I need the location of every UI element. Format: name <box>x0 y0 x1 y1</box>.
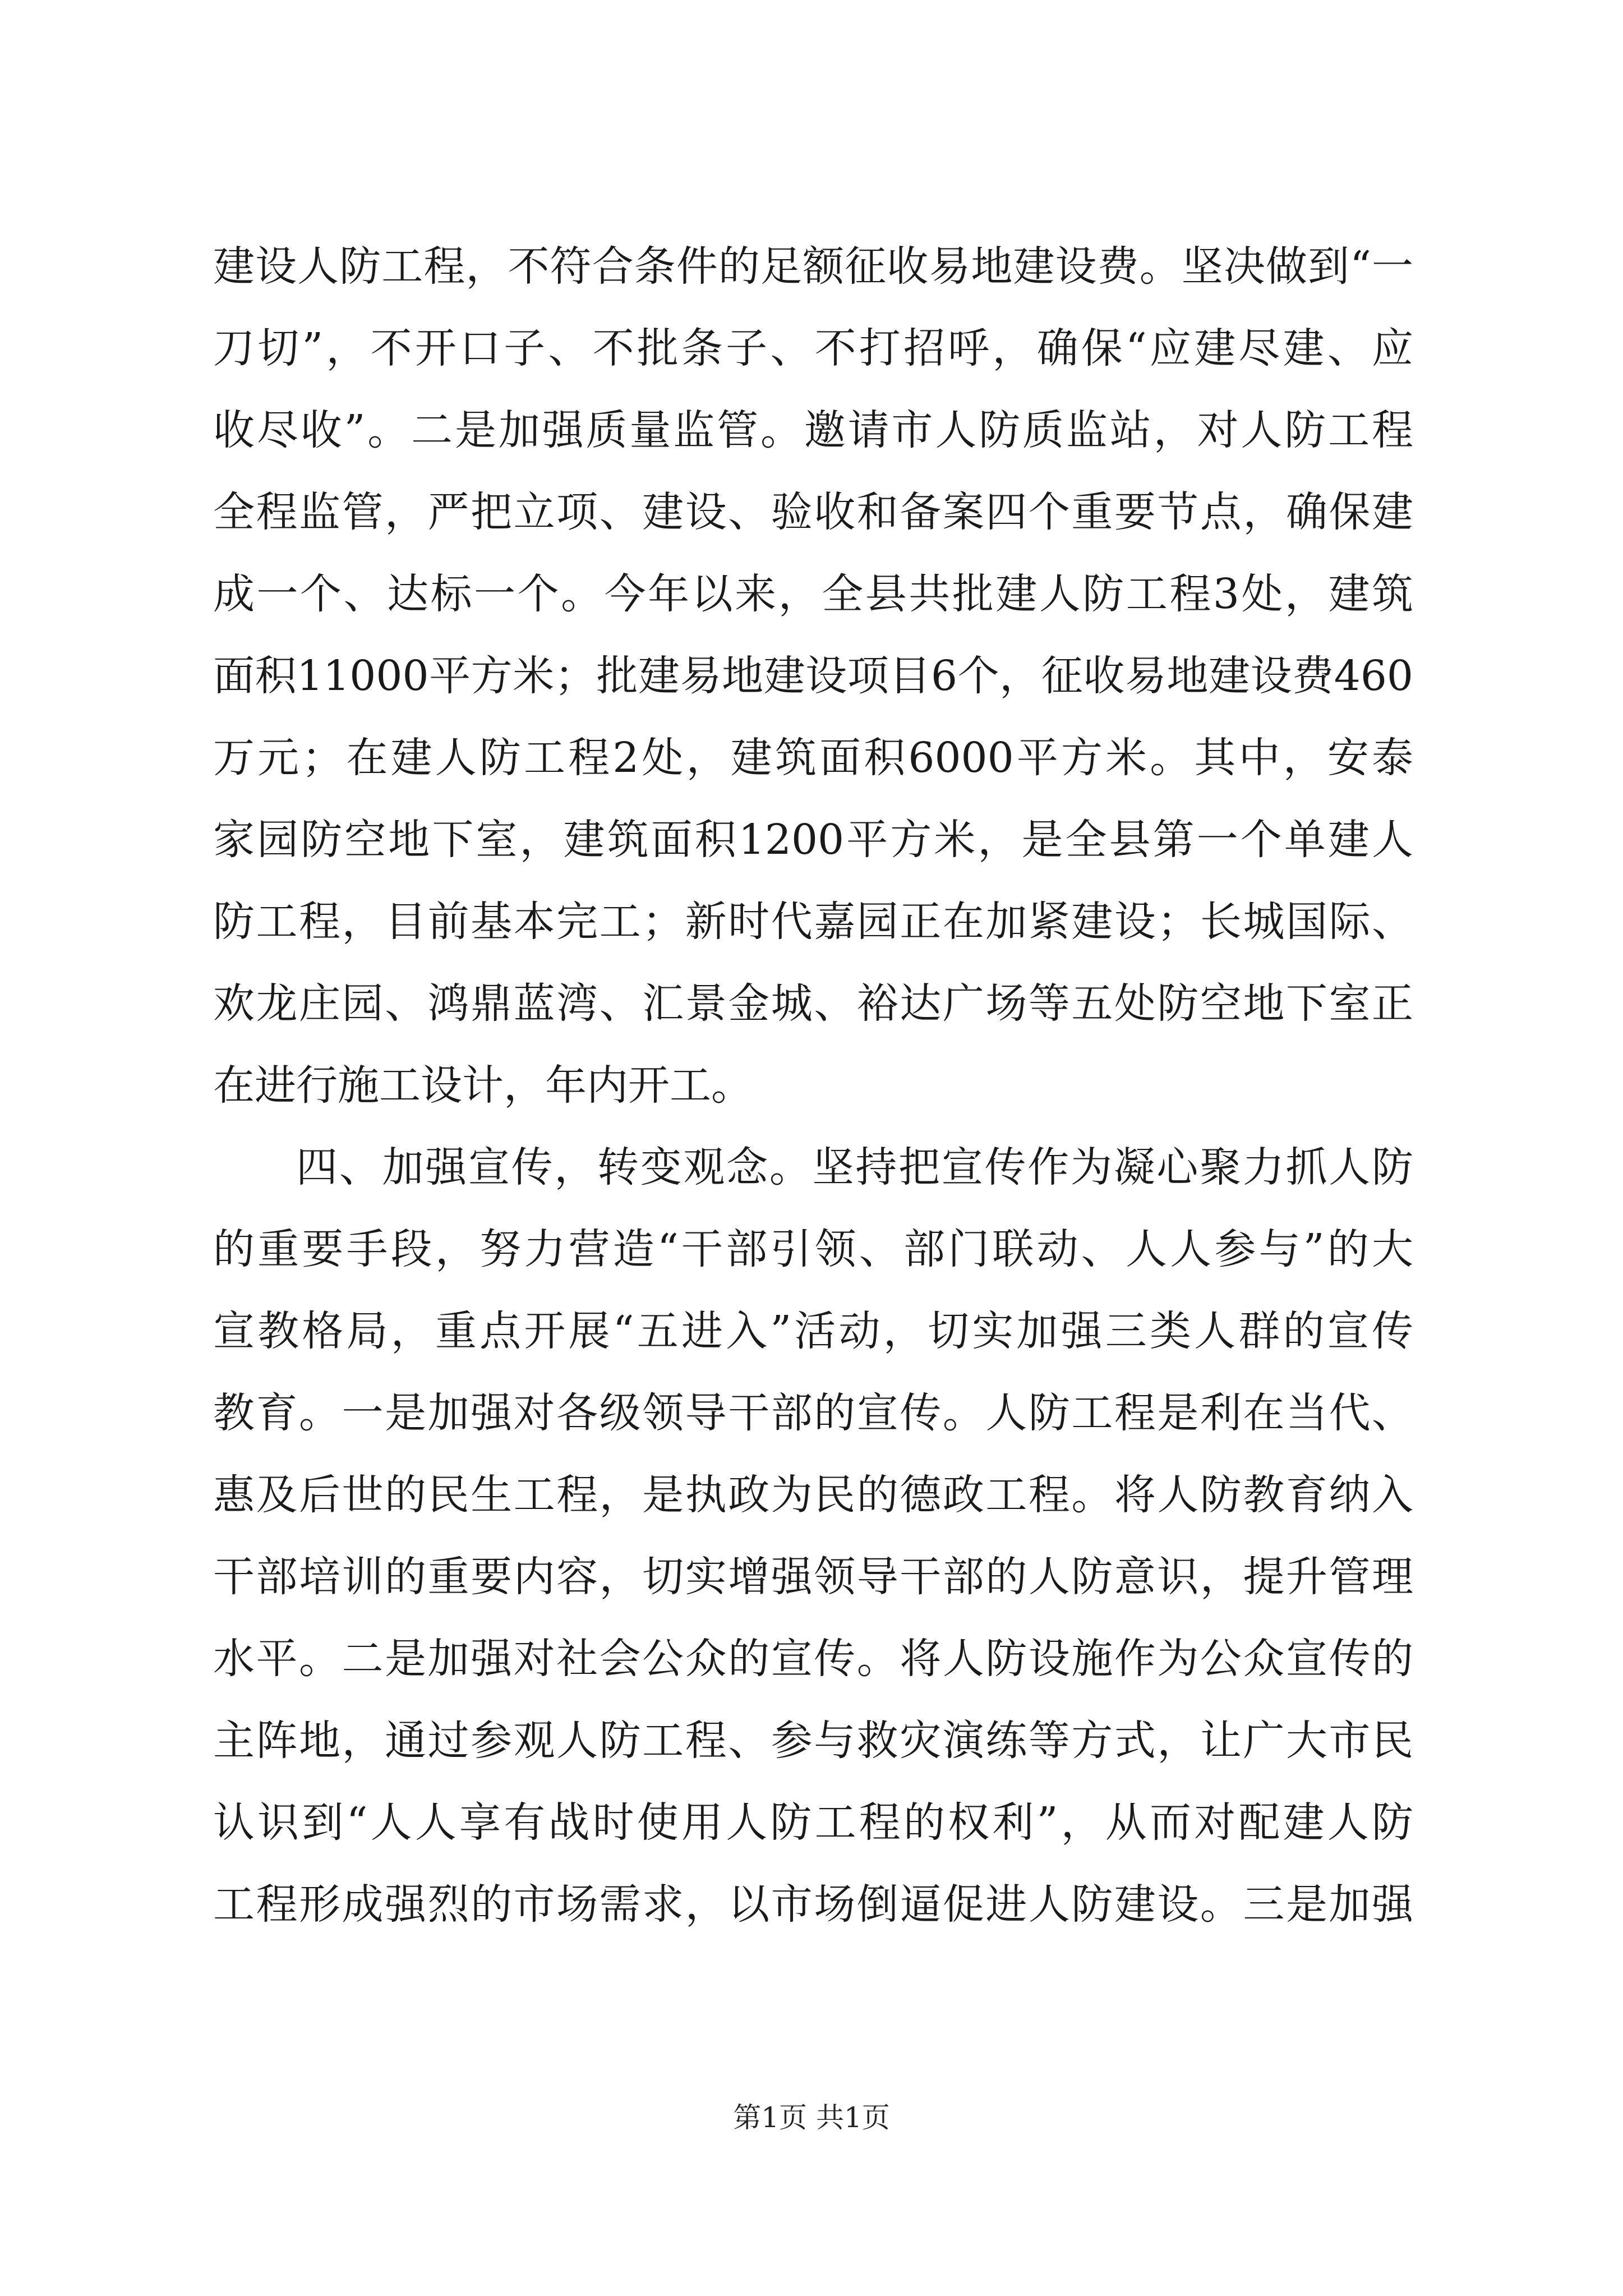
text-line: 水平。二是加强对社会公众的宣传。将人防设施作为公众宣传的 <box>213 1635 1413 1683</box>
text-line: 宣教格局，重点开展“五进入”活动，切实加强三类人群的宣传 <box>213 1307 1413 1355</box>
text-line: 防工程，目前基本完工；新时代嘉园正在加紧建设；长城国际、 <box>213 898 1413 946</box>
text-line: 全程监管，严把立项、建设、验收和备案四个重要节点，确保建 <box>213 488 1413 536</box>
paragraph-first-line: 四、加强宣传，转变观念。坚持把宣传作为凝心聚力抓人防 <box>296 1143 1413 1191</box>
text-line: 建设人防工程，不符合条件的足额征收易地建设费。坚决做到“一 <box>213 242 1413 291</box>
text-line: 家园防空地下室，建筑面积1200平方米，是全县第一个单建人 <box>213 816 1413 864</box>
text-line: 面积11000平方米；批建易地建设项目6个，征收易地建设费460 <box>213 652 1413 700</box>
text-line: 惠及后世的民生工程，是执政为民的德政工程。将人防教育纳入 <box>213 1471 1413 1519</box>
text-line: 收尽收”。二是加强质量监管。邀请市人防质监站，对人防工程 <box>213 406 1413 454</box>
text-line: 教育。一是加强对各级领导干部的宣传。人防工程是利在当代、 <box>213 1389 1413 1437</box>
page-number-footer: 第1页 共1页 <box>733 2101 890 2134</box>
text-line: 干部培训的重要内容，切实增强领导干部的人防意识，提升管理 <box>213 1553 1413 1601</box>
text-line: 的重要手段，努力营造“干部引领、部门联动、人人参与”的大 <box>213 1225 1413 1273</box>
text-line: 欢龙庄园、鸿鼎蓝湾、汇景金城、裕达广场等五处防空地下室正 <box>213 979 1413 1028</box>
text-line: 万元；在建人防工程2处，建筑面积6000平方米。其中，安泰 <box>213 734 1413 782</box>
text-line: 工程形成强烈的市场需求，以市场倒逼促进人防建设。三是加强 <box>213 1880 1413 1929</box>
text-line: 在进行施工设计，年内开工。 <box>213 1061 753 1110</box>
text-line: 认识到“人人享有战时使用人防工程的权利”，从而对配建人防 <box>213 1798 1413 1847</box>
text-line: 成一个、达标一个。今年以来，全县共批建人防工程3处，建筑 <box>213 570 1413 618</box>
text-line: 主阵地，通过参观人防工程、参与救灾演练等方式，让广大市民 <box>213 1717 1413 1765</box>
text-line: 刀切”，不开口子、不批条子、不打招呼，确保“应建尽建、应 <box>213 324 1413 372</box>
